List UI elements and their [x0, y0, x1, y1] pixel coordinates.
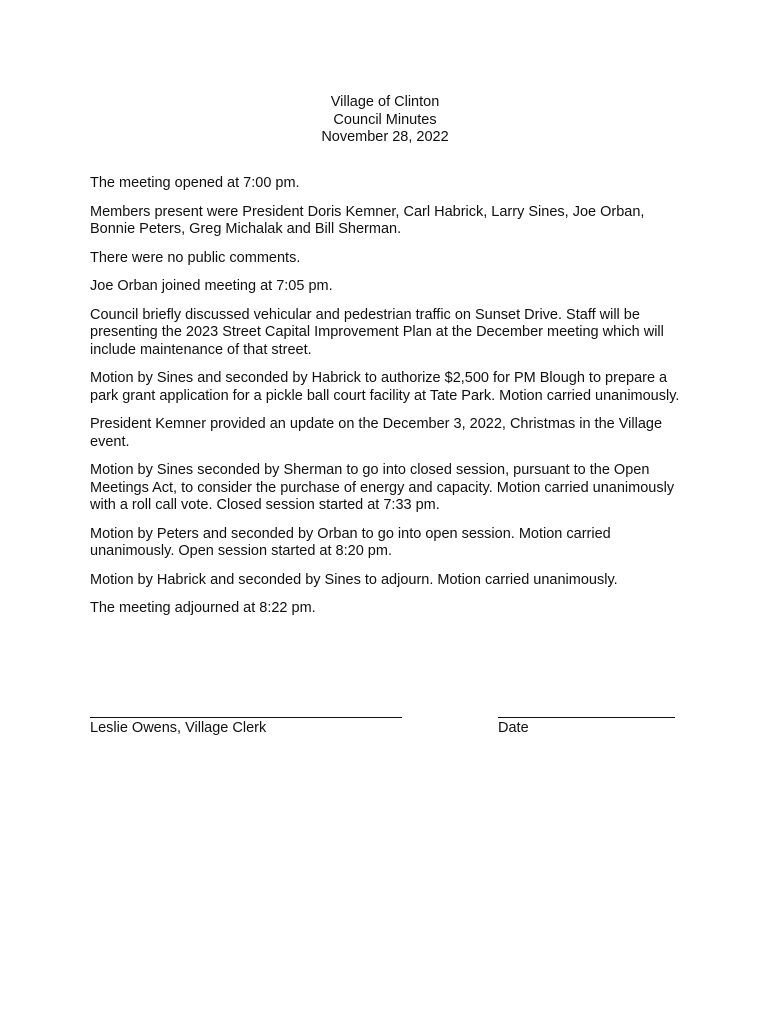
paragraph-meeting-adjourned: The meeting adjourned at 8:22 pm.: [90, 600, 316, 616]
paragraph-closed-session-motion: Motion by Sines seconded by Sherman to go into closed session, pursuant to the Open Meetings Act, to consider the purchase of energy and capacity. Motion carried unanimously with a roll call vote. Closed session started at 7:33 pm.: [90, 462, 675, 513]
header-document-type: Council Minutes: [333, 111, 437, 128]
paragraph-adjourn-motion: Motion by Habrick and seconded by Sines to adjourn. Motion carried unanimously.: [90, 571, 618, 588]
paragraph-park-grant-motion: Motion by Sines and seconded by Habrick to authorize $2,500 for PM Blough to prepare a park grant application for a pickle ball court facility at Tate Park. Motion carried unanimously.: [90, 370, 680, 404]
paragraph-meeting-opened: The meeting opened at 7:00 pm.: [90, 175, 300, 191]
header-organization: Village of Clinton: [330, 94, 440, 110]
date-signature-line: [498, 717, 675, 718]
paragraph-members-present: Members present were President Doris Kemner, Carl Habrick, Larry Sines, Joe Orban, Bonnie Peters, Greg Michalak and Bill Sherman.: [90, 203, 645, 237]
header-date: November 28, 2022: [321, 129, 449, 145]
clerk-signature-label: Leslie Owens, Village Clerk: [90, 720, 267, 736]
document-header: [0, 94, 770, 147]
clerk-signature-line: [90, 717, 402, 718]
paragraph-traffic-discussion: Council briefly discussed vehicular and pedestrian traffic on Sunset Drive. Staff will be presenting the 2023 Street Capital Improvement Plan at the December meeting which will include maintenance of that street.: [90, 306, 664, 358]
paragraph-christmas-update: President Kemner provided an update on the December 3, 2022, Christmas in the Village event.: [90, 416, 663, 450]
paragraph-orban-joined: Joe Orban joined meeting at 7:05 pm.: [90, 278, 333, 294]
paragraph-public-comments: There were no public comments.: [90, 249, 301, 266]
minutes-body: [90, 175, 690, 629]
paragraph-open-session-motion: Motion by Peters and seconded by Orban to go into open session. Motion carried unanimously. Open session started at 8:20 pm.: [90, 525, 611, 559]
date-signature-label: Date: [498, 720, 529, 736]
